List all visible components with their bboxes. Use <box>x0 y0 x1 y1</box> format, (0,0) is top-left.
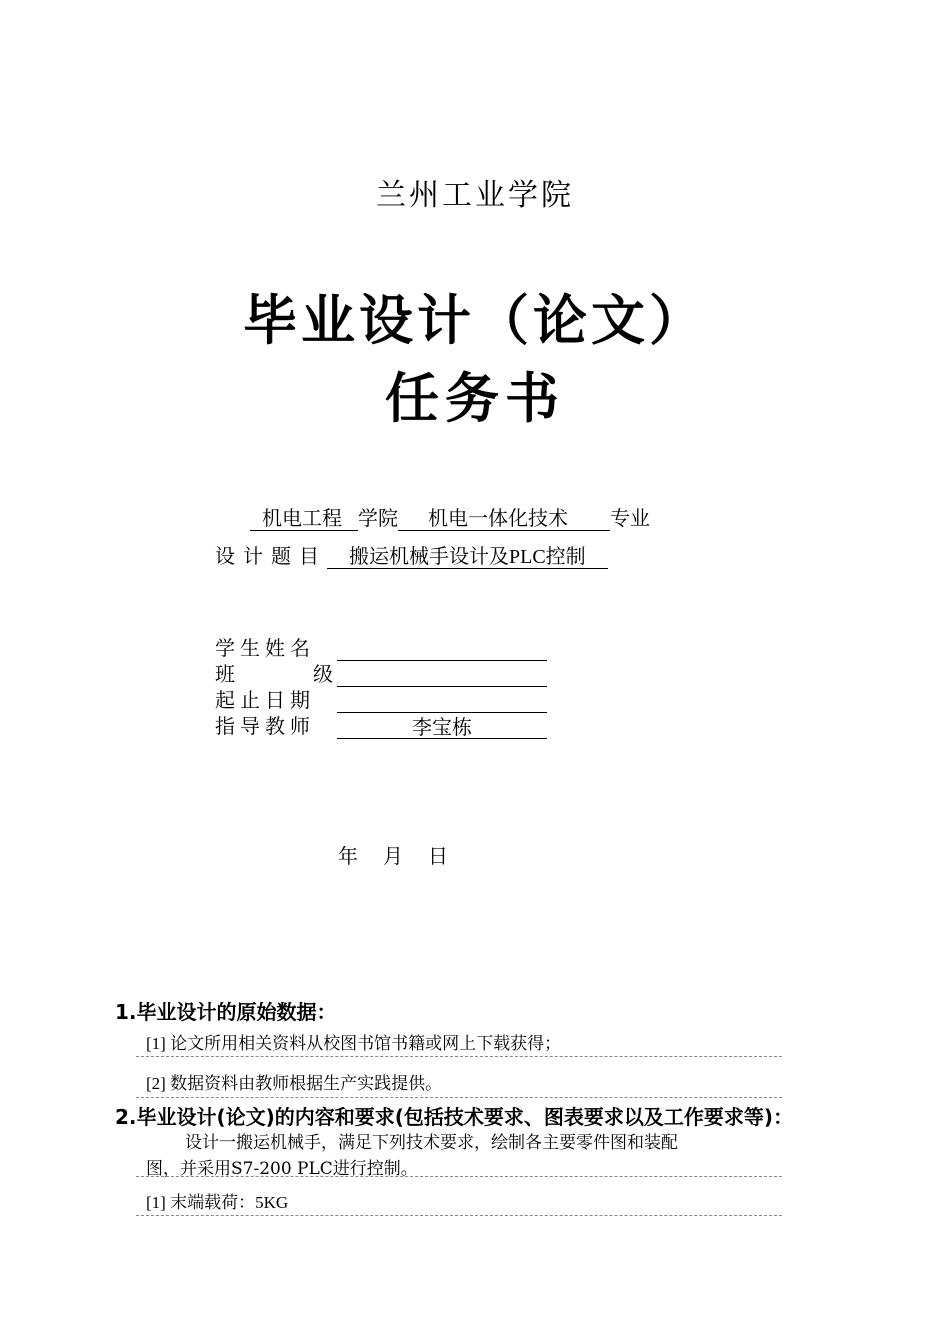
section-1-item-1: [1] 论文所用相关资料从校图书馆书籍或网上下载获得； <box>146 1034 562 1053</box>
date-range-label: 起 止 日 期 <box>215 690 310 712</box>
college-suffix: 学院 <box>358 508 398 530</box>
dashed-divider <box>136 1176 782 1177</box>
section-2-item-1: [1] 末端载荷：5KG <box>146 1193 289 1212</box>
section-2-paragraph-line-2: 图，并采用S7-200 PLC进行控制。 <box>146 1159 418 1179</box>
college-value: 机电工程 <box>250 508 358 531</box>
document-subtitle: 任务书 <box>385 366 565 430</box>
class-label <box>215 658 337 687</box>
section-1-title: 1.毕业设计的原始数据： <box>115 1000 337 1024</box>
major-suffix: 专业 <box>610 508 650 530</box>
advisor-row <box>215 710 547 739</box>
date-range-row <box>215 684 547 713</box>
school-name: 兰州工业学院 <box>376 178 574 213</box>
section-1-item-2: [2] 数据资料由教师根据生产实践提供。 <box>146 1074 443 1093</box>
student-name-row <box>215 632 547 661</box>
topic-value: 搬运机械手设计及PLC控制 <box>327 546 608 569</box>
student-name-label: 学 生 姓 名 <box>215 638 310 660</box>
section-2-paragraph-line-1: 设计一搬运机械手，满足下列技术要求，绘制各主要零件图和装配 <box>185 1133 678 1153</box>
dashed-divider <box>136 1056 782 1057</box>
topic-row <box>215 540 608 569</box>
class-row <box>215 658 547 687</box>
day-label: 日 <box>428 846 448 868</box>
topic-label: 设计题目 <box>215 546 327 568</box>
major-value: 机电一体化技术 <box>398 508 610 531</box>
month-label: 月 <box>383 846 403 868</box>
document-title: 毕业设计（论文） <box>243 288 707 352</box>
advisor-label: 指 导 教 师 <box>215 716 310 738</box>
college-major-row <box>250 502 650 531</box>
dashed-divider <box>136 1097 782 1098</box>
dashed-divider <box>136 1215 782 1216</box>
class-label-b: 级 <box>313 664 333 686</box>
class-label-a: 班 <box>215 664 235 686</box>
date-line <box>338 840 448 869</box>
advisor-field: 李宝栋 <box>337 717 547 739</box>
year-label: 年 <box>338 846 358 868</box>
section-2-title: 2.毕业设计(论文)的内容和要求(包括技术要求、图表要求以及工作要求等)： <box>115 1105 794 1129</box>
